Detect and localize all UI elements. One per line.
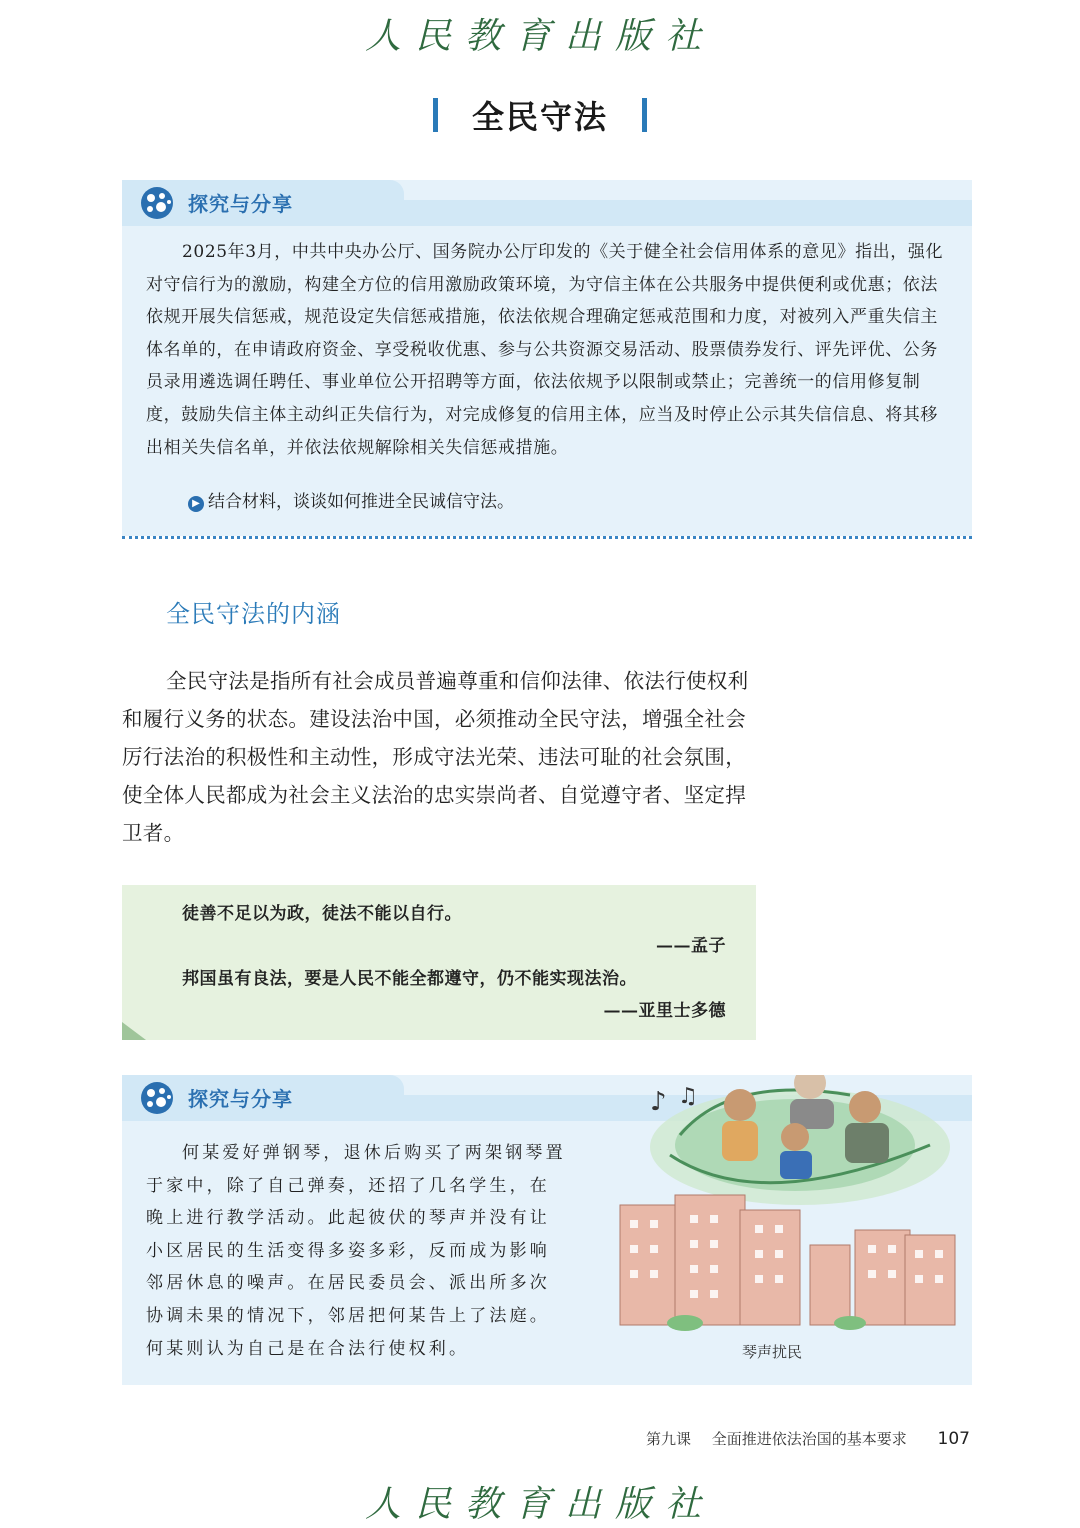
page-number: 107	[937, 1429, 970, 1449]
title-right-bar	[642, 98, 647, 132]
explore-box-2	[122, 1075, 972, 1385]
svg-text:♪: ♪	[650, 1087, 667, 1117]
explore-icon	[140, 186, 174, 220]
question-text: 结合材料，谈谈如何推进全民诚信守法。	[208, 492, 514, 512]
explore-box-label: 探究与分享	[188, 192, 293, 216]
page-footer	[646, 1428, 970, 1449]
explore-box-text: 何某爱好弹钢琴，退休后购买了两架钢琴置于家中，除了自己弹奏，还招了几名学生，在晚上进行教学活动。此起彼伏的琴声并没有让小区居民的生活变得多姿多彩，反而成为影响邻居休息的噪声。在居民委员会、派出所多次协调未果的情况下，邻居把何某告上了法庭。何某则认为自己是在合法行使权利。	[146, 1143, 566, 1359]
explore-box-text: 2025年3月，中共中央办公厅、国务院办公厅印发的《关于健全社会信用体系的意见》指出，强化对守信行为的激励，构建全方位的信用激励政策环境，为守信主体在公共服务中提供便利或优惠；依法依规开展失信惩戒，规范设定失信惩戒措施，依法依规合理确定惩戒范围和力度，对被列入严重失信主体名单的，在申请政府资金、享受税收优惠、参与公共资源交易活动、股票债券发行、评先评优、公务员录用遴选调任聘任、事业单位公开招聘等方面，依法依规予以限制或禁止；完善统一的信用修复制度，鼓励失信主体主动纠正失信行为，对完成修复的信用主体，应当及时停止公示其失信信息、将其移出相关失信名单，并依法依规解除相关失信惩戒措施。	[146, 242, 944, 458]
subheading: 全民守法的内涵	[166, 600, 341, 628]
footer-lesson: 第九课	[645, 1430, 691, 1448]
quote-text: 徒善不足以为政，徒法不能以自行。	[182, 904, 462, 924]
arrow-right-icon: ▶	[188, 496, 204, 512]
svg-text:♫: ♫	[678, 1084, 698, 1109]
explore-box-header	[122, 180, 972, 226]
quote-box	[122, 885, 756, 1040]
explore-question	[188, 487, 514, 512]
section-title: 全民守法	[471, 98, 608, 136]
footer-lesson-title: 全面推进依法治国的基本要求	[711, 1430, 907, 1448]
dotted-divider	[122, 536, 972, 539]
publisher-logo: 人民教育出版社	[364, 1484, 715, 1525]
quote-author: ——亚里士多德	[603, 1001, 726, 1021]
explore-box-label: 探究与分享	[188, 1087, 293, 1111]
illustration-caption: 琴声扰民	[742, 1343, 803, 1361]
explore-icon	[140, 1081, 174, 1115]
explore-box-1	[122, 180, 972, 536]
quote-corner-fold	[122, 1022, 146, 1040]
publisher-logo: 人民教育出版社	[364, 16, 715, 57]
section-title-row	[0, 92, 1080, 138]
quote-author: ——孟子	[656, 936, 726, 956]
piano-noise-illustration	[610, 1075, 972, 1340]
title-left-bar	[433, 98, 438, 132]
body-paragraph: 全民守法是指所有社会成员普遍尊重和信仰法律、依法行使权利和履行义务的状态。建设法治中国，必须推动全民守法，增强全社会厉行法治的积极性和主动性，形成守法光荣、违法可耻的社会氛围，使全体人民都成为社会主义法治的忠实崇尚者、自觉遵守者、坚定捍卫者。	[122, 669, 749, 845]
quote-text: 邦国虽有良法，要是人民不能全都遵守，仍不能实现法治。	[182, 969, 637, 989]
